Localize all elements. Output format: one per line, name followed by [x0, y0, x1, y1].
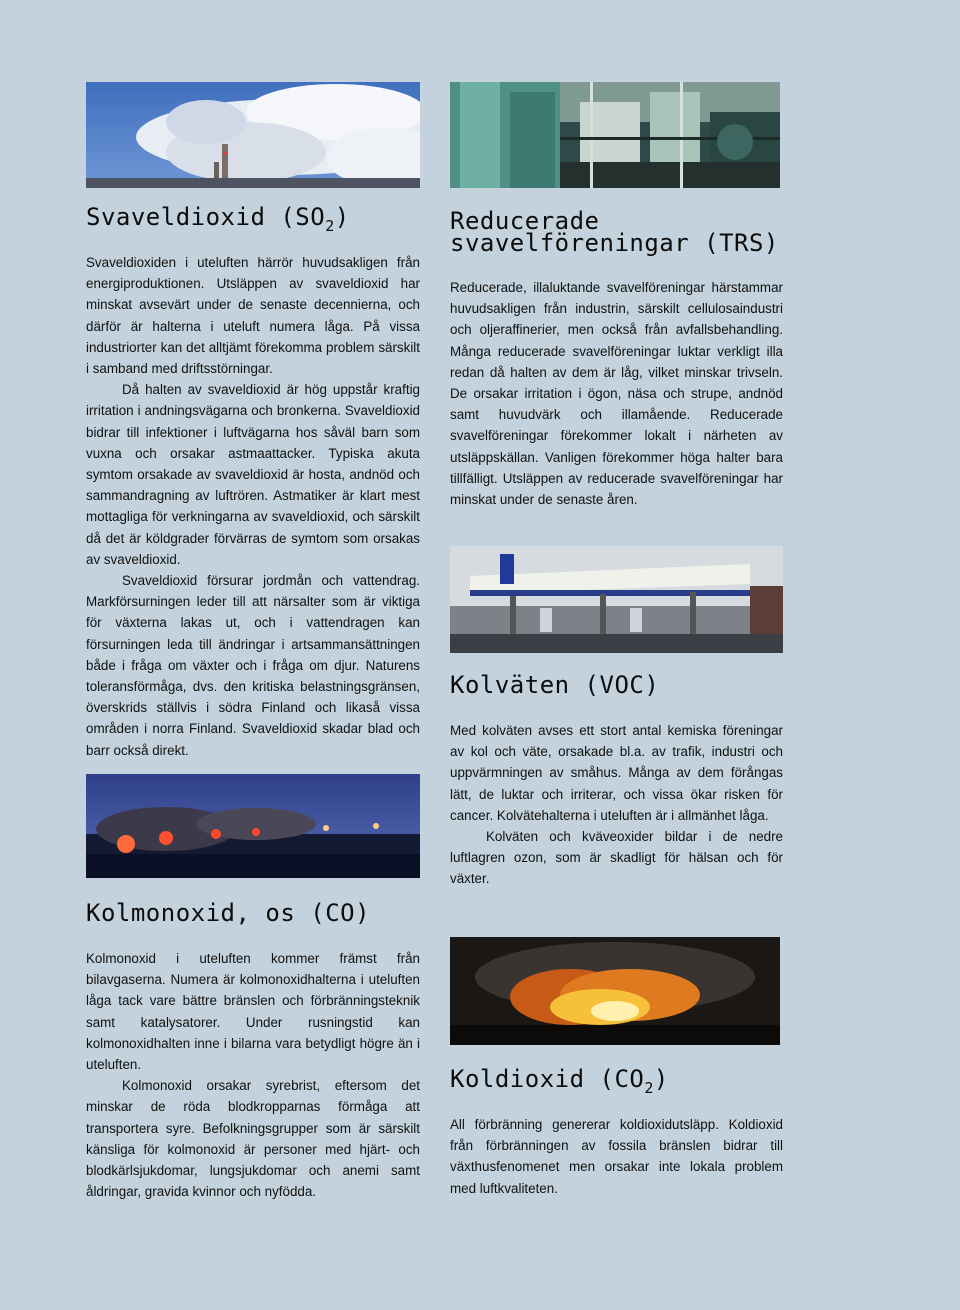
trs-heading: Reducerade svavelföreningar (TRS) [450, 207, 779, 257]
traffic-photo [86, 774, 420, 878]
so2-paragraph-3: Svaveldioxid försurar jordmån och vattendrag. Markförsurningen leder till att närsalter som är viktiga för växterna lakas ut, och i vattendragen kan försurningen leda till ändringar i artsammansättningen både i fråga om växter och i fråga om djur. Naturens toleransförmåga, dvs. den kritiska belastningsgränsen, överskrids ställvis i södra Finland och likaså vissa områden i norra Finland. Svaveldioxid skadar blad och barr också direkt. [86, 573, 420, 758]
so2-text [86, 252, 420, 761]
co-paragraph-1: Kolmonoxid i uteluften kommer främst från bilavgaserna. Numera är kolmonoxidhalterna i uteluften låga tack vare bättre bränslen och förbränningsteknik samt katalysatorer. Under rusningstid kan kolmonoxidhalten inne i bilarna vara betydligt högre än i uteluften. [86, 951, 420, 1073]
fire-photo [450, 937, 780, 1045]
so2-heading: Svaveldioxid $(SO_2)$ [86, 203, 350, 235]
co2-paragraph-1: All förbränning genererar koldioxidutsläpp. Koldioxid från förbränningen av fossila bränslen bidrar till växthusfenomenet men orsakar inte lokala problem med luftkvaliteten. [450, 1117, 783, 1196]
co2-heading: Koldioxid $(CO_2)$ [450, 1065, 669, 1097]
trs-paragraph-1: Reducerade, illaluktande svavelföreningar härstammar huvudsakligen från industrin, särskilt cellulosaindustri och oljeraffinerier, men också från avfallsbehandling. Många reducerade svavelföreningar luktar verkligt illa redan då halten av dem är låg, vilket minskar trivseln. De orsakar irritation i ögon, näsa och strupe, andnöd samt huvudvärk och illamående. Reducerade svavelföreningar förekommer lokalt i närheten av utsläppskällan. Vanligen förekommer höga halter bara tillfälligt. Utsläppen av reducerade svavelföreningar har minskat under de senaste åren. [450, 280, 783, 508]
voc-paragraph-1: Med kolväten avses ett stort antal kemiska föreningar av kol och väte, orsakade bl.a. av trafik, industri och uppvärmningen av småhus. Många av dem förångas lätt, de luktar och irriterar, och vissa ökar risken för cancer. Kolvätehalterna i uteluften är i allmänhet låga. [450, 723, 783, 823]
voc-text [450, 720, 783, 890]
co-text [86, 948, 420, 1202]
voc-heading: Kolväten (VOC) [450, 671, 660, 699]
co-heading: Kolmonoxid, os (CO) [86, 899, 371, 927]
co-paragraph-2: Kolmonoxid orsakar syrebrist, eftersom det minskar de röda blodkropparnas förmåga att transportera syre. Befolkningsgrupper som är särskilt känsliga för kolmonoxid är personer med hjärt- och blodkärlsjukdomar, lungsjukdomar och anemi samt åldringar, gravida kvinnor och nyfödda. [86, 1078, 420, 1200]
so2-paragraph-1: Svaveldioxiden i uteluften härrör huvudsakligen från energiproduktionen. Utsläppen av svaveldioxid har minskat avsevärt under de senaste decennierna, och därför är halterna i uteluft numera låga. På vissa industriorter kan det alltjämt förekomma problem särskilt i samband med driftsstörningar. [86, 255, 420, 377]
voc-paragraph-2: Kolväten och kväveoxider bildar i de nedre luftlagren ozon, som är skadligt för hälsan och för växter. [450, 829, 783, 887]
trs-text [450, 277, 783, 510]
co2-text [450, 1114, 783, 1199]
smokestacks-photo [86, 82, 420, 188]
so2-paragraph-2: Då halten av svaveldioxid är hög uppstår kraftig irritation i andningsvägarna och bronkerna. Svaveldioxid bidrar till infektioner i luftvägarna hos såväl barn som vuxna och orsakar astmaattacker. Typiska akuta symtom orsakade av svaveldioxid är hosta, andnöd och sammandragning av luftrören. Astmatiker är klart mest mottagliga för verkningarna av svaveldioxid, och särskilt då det är köldgrader förvärras de symtom som orsakas av svaveldioxid. [86, 382, 420, 567]
gas-station-photo [450, 546, 783, 653]
industrial-plant-photo [450, 82, 780, 188]
